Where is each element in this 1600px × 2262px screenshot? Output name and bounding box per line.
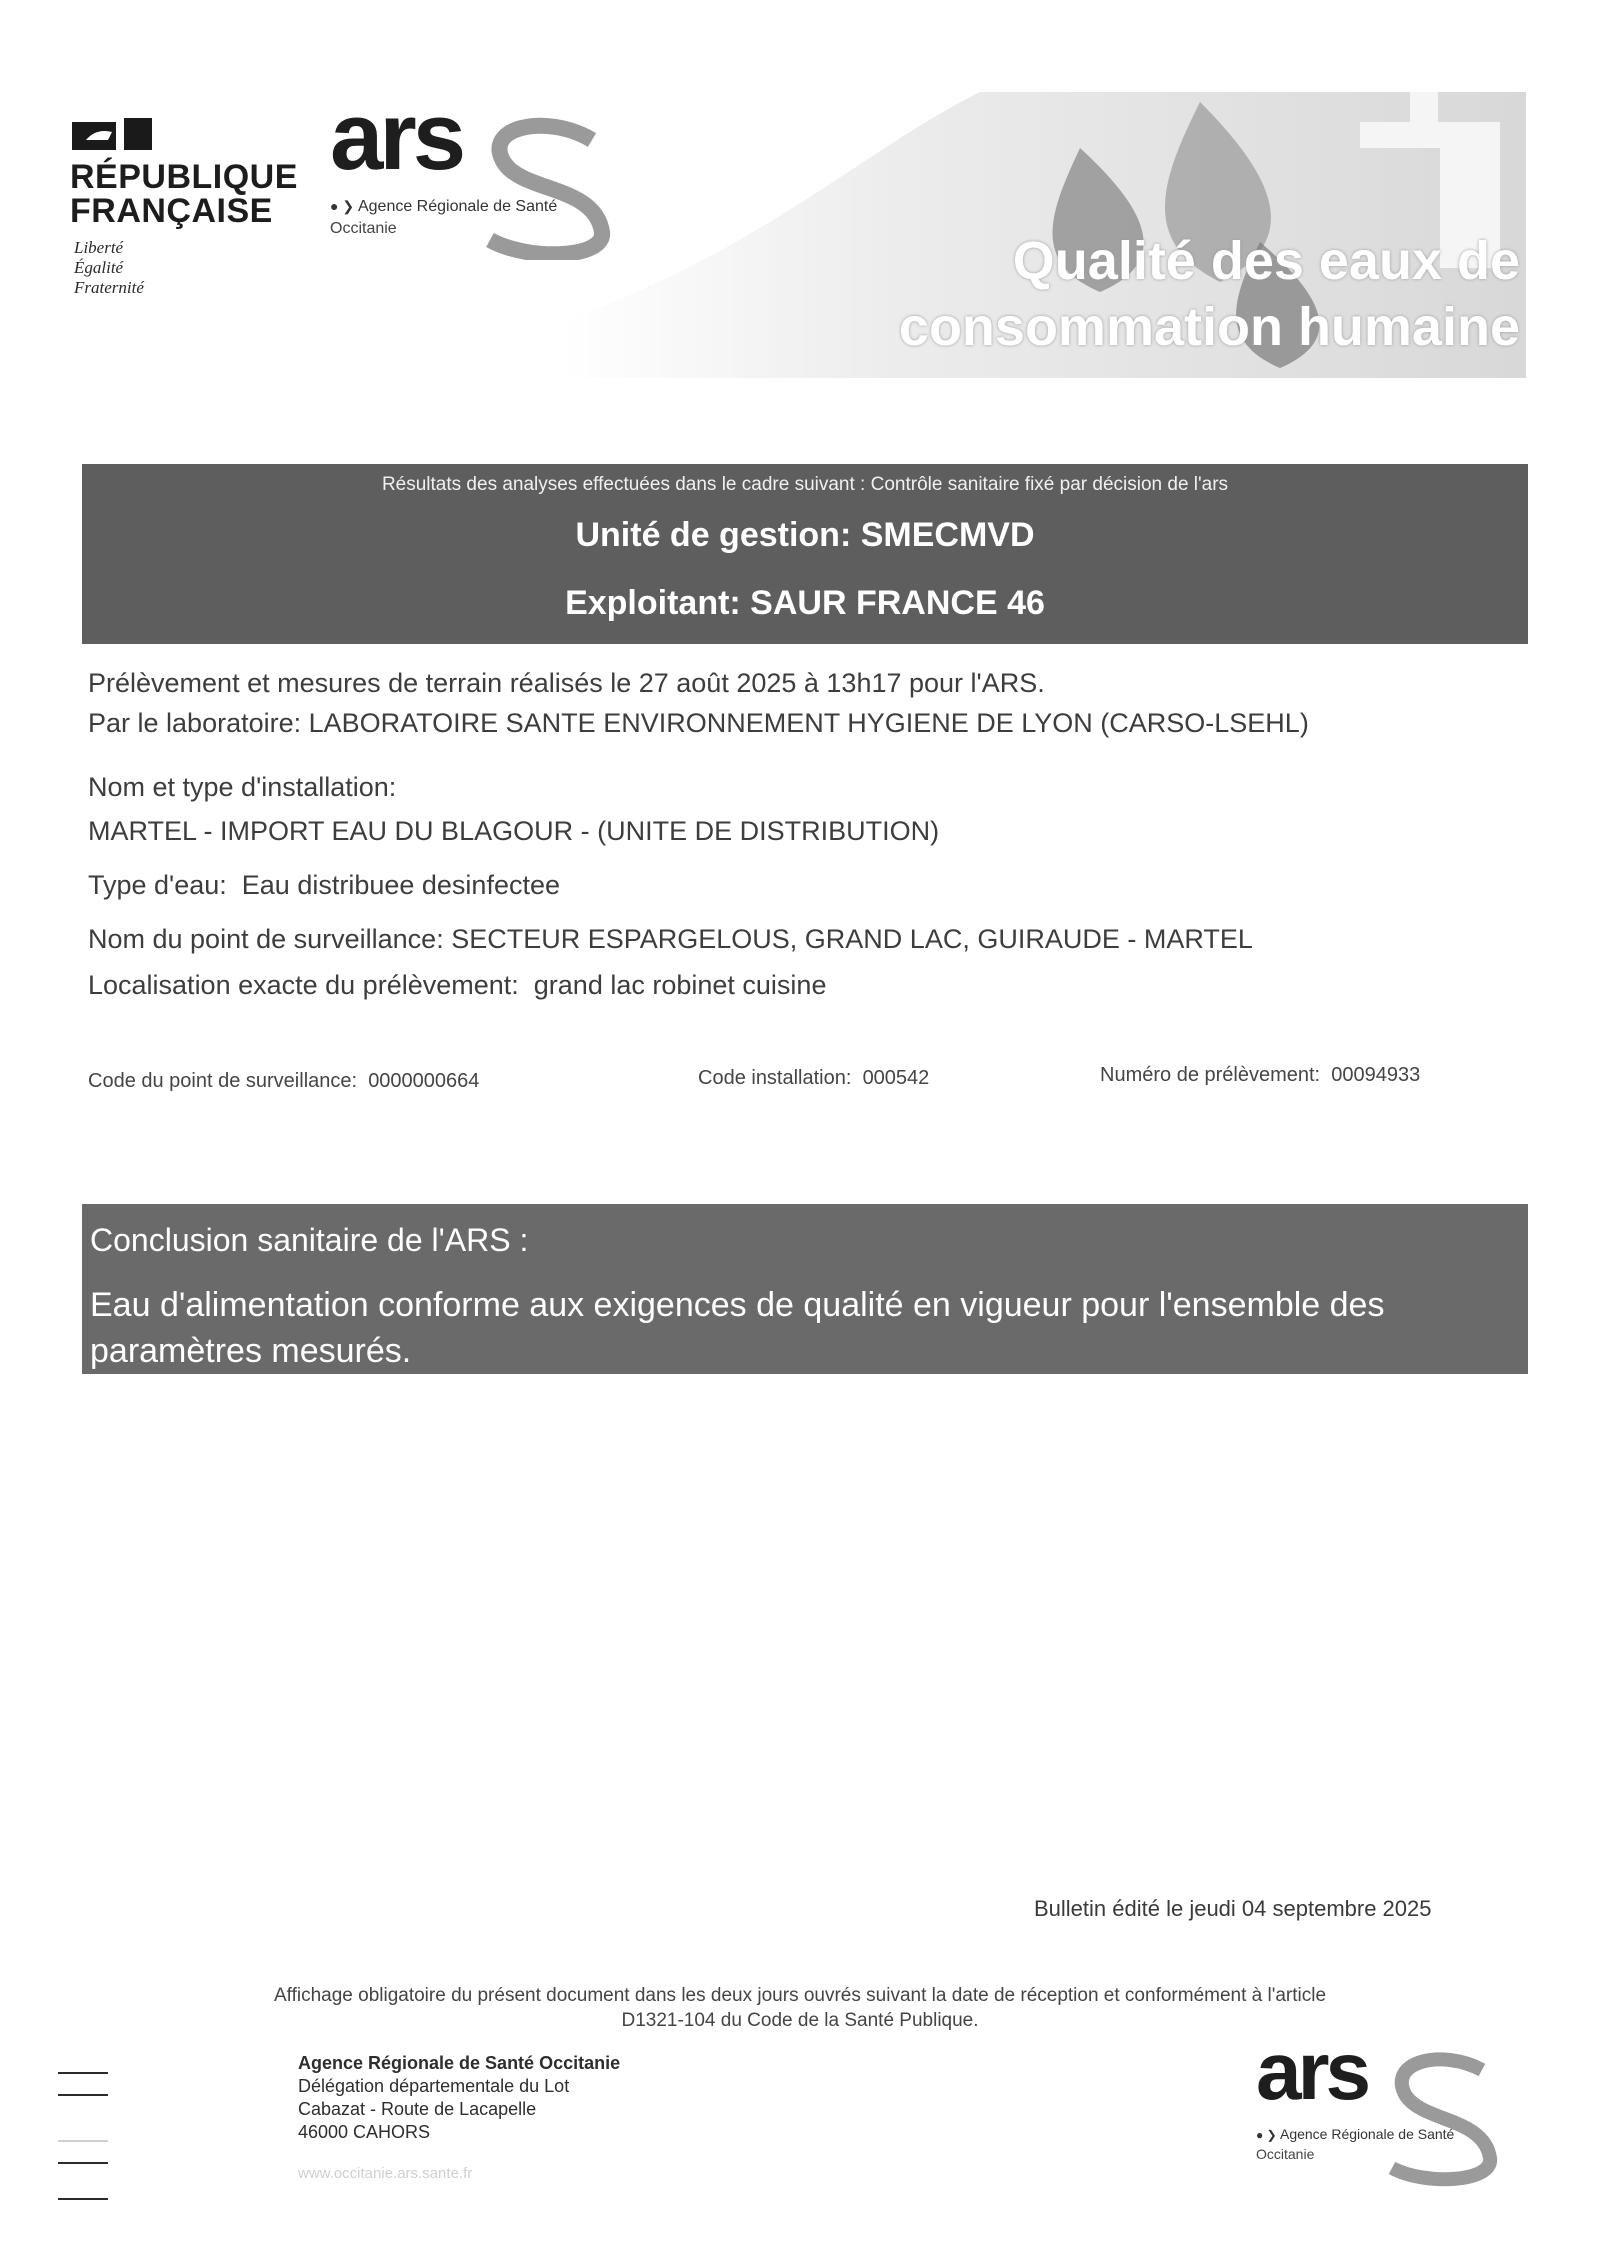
location-label: Localisation exacte du prélèvement: <box>88 970 519 1000</box>
installation-code-label: Code installation: <box>698 1067 852 1089</box>
sample-number-value: 00094933 <box>1331 1064 1421 1086</box>
ars-region-label: Occitanie <box>1256 2146 1315 2162</box>
display-notice-line-1: Affichage obligatoire du présent document dans les deux jours ouvrés suivant la date de réception et conformément à l'article <box>273 1985 1327 2006</box>
sampling-info: Prélèvement et mesures de terrain réalisés le 27 août 2025 à 13h17 pour l'ARS. <box>88 668 1045 698</box>
surveillance-point-value: SECTEUR ESPARGELOUS, GRAND LAC, GUIRAUDE - MARTEL <box>451 924 1253 954</box>
surveillance-point-label: Nom du point de surveillance: <box>88 924 444 954</box>
point-code-label: Code du point de surveillance: <box>88 1070 358 1092</box>
address-line-3: 46000 CAHORS <box>298 2122 431 2142</box>
point-code-value: 0000000664 <box>368 1070 480 1092</box>
banner-title <box>760 228 1520 360</box>
banner-title-line-2: consommation humaine <box>898 297 1520 357</box>
motto-fraternite: Fraternité <box>74 278 144 297</box>
sample-number-label: Numéro de prélèvement: <box>1100 1064 1321 1086</box>
surveillance-point-code <box>88 1070 479 1093</box>
laboratory-info: Par le laboratoire: LABORATOIRE SANTE ENVIRONNEMENT HYGIENE DE LYON (CARSO-LSEHL) <box>88 708 1309 738</box>
water-type-label: Type d'eau: <box>88 870 227 900</box>
marianne-logo <box>72 118 172 152</box>
motto-liberte: Liberté <box>74 238 124 257</box>
banner-title-line-1: Qualité des eaux de <box>1012 231 1520 291</box>
management-unit: Unité de gestion: SMECMVD <box>575 516 1035 554</box>
ars-region-label: Occitanie <box>330 220 397 237</box>
installation-code-value: 000542 <box>862 1067 930 1089</box>
ars-agency-line: ● ❯ Agence Régionale de Santé <box>1256 2126 1455 2142</box>
margin-mark <box>58 2162 108 2164</box>
address-line-1: Délégation départementale du Lot <box>298 2076 570 2096</box>
margin-mark <box>58 2140 108 2142</box>
ars-agency-label: Agence Régionale de Santé <box>357 198 558 215</box>
republic-motto <box>74 238 144 298</box>
ars-agency-label: Agence Régionale de Santé <box>1279 2126 1455 2142</box>
conclusion-text: Eau d'alimentation conforme aux exigences de qualité en vigueur pour l'ensemble des paramètres mesurés. <box>90 1286 1385 1370</box>
installation-label: Nom et type d'installation: <box>88 772 397 802</box>
location-value: grand lac robinet cuisine <box>533 970 827 1000</box>
francaise-line: FRANÇAISE <box>70 192 273 230</box>
republique-francaise <box>70 160 298 228</box>
ars-address <box>298 2052 620 2185</box>
display-notice <box>210 1983 1390 2033</box>
motto-egalite: Égalité <box>74 258 124 277</box>
display-notice-line-2: D1321-104 du Code de la Santé Publique. <box>621 2010 979 2031</box>
water-type-row <box>88 870 560 901</box>
results-header-box <box>82 464 1528 644</box>
address-org: Agence Régionale de Santé Occitanie <box>298 2053 621 2073</box>
location-row <box>88 970 826 1001</box>
marianne-icon <box>72 118 172 152</box>
margin-mark <box>58 2094 108 2096</box>
bulletin-date: Bulletin édité le jeudi 04 septembre 2025 <box>1034 1896 1432 1921</box>
results-context: Résultats des analyses effectuées dans le cadre suivant : Contrôle sanitaire fixé par décision de l'ars <box>381 474 1229 495</box>
ars-wordmark: ars <box>1256 2026 1368 2117</box>
margin-mark <box>58 2198 108 2200</box>
ars-website-link[interactable]: www.occitanie.ars.sante.fr <box>298 2165 473 2182</box>
ars-agency-line: ● ❯ Agence Régionale de Santé <box>330 198 558 215</box>
installation-code <box>698 1067 929 1090</box>
operator: Exploitant: SAUR FRANCE 46 <box>565 584 1045 622</box>
address-line-2: Cabazat - Route de Lacapelle <box>298 2099 537 2119</box>
conclusion-title: Conclusion sanitaire de l'ARS : <box>90 1222 529 1258</box>
conclusion-box <box>82 1204 1528 1374</box>
ars-wordmark: ars <box>330 83 463 190</box>
ars-logo-footer <box>1256 2026 1506 2190</box>
margin-mark <box>58 2072 108 2074</box>
water-type-value: Eau distribuee desinfectee <box>241 870 560 900</box>
installation-value: MARTEL - IMPORT EAU DU BLAGOUR - (UNITE DE DISTRIBUTION) <box>88 816 940 846</box>
republique-line: RÉPUBLIQUE <box>70 158 298 196</box>
sample-number <box>1100 1064 1420 1087</box>
surveillance-point-row <box>88 924 1253 955</box>
